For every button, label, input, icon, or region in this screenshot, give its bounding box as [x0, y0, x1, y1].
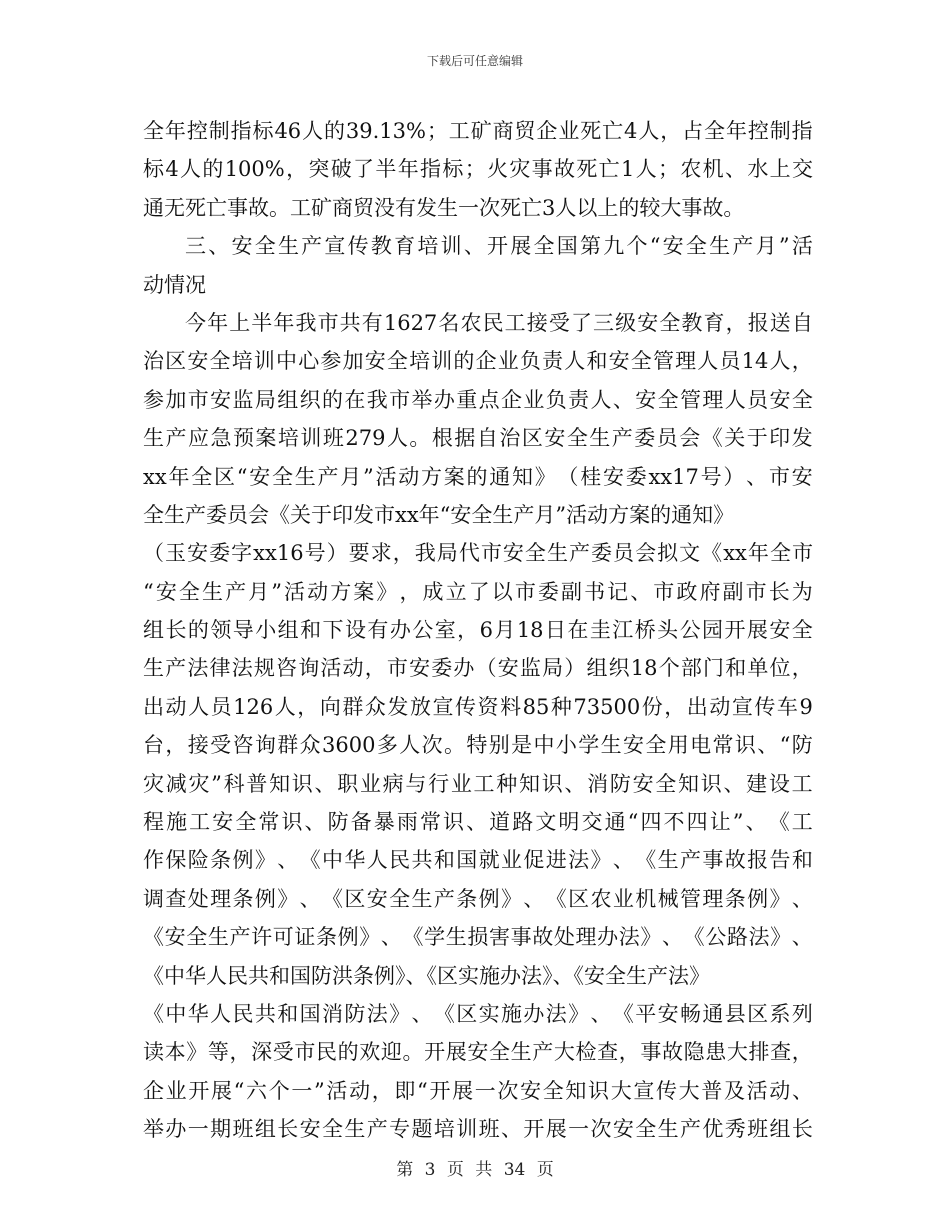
- text-line: 参 加 市 安 监 局 组 织 的 在 我 市 举 办 重 点 企 业 负 责 人 、 安 全 管 理 人 员 安 全: [143, 387, 813, 412]
- text-line: 读 本 》 等 ， 深 受 市 民 的 欢 迎 。 开 展 安 全 生 产 大 检 查 ， 事 故 隐 患 大 排 查 ，: [143, 1040, 813, 1065]
- text-line: 三 、 安 全 生 产 宣 传 教 育 培 训 、 开 展 全 国 第 九 个 “ 安 全 生 产 月 ” 活: [185, 234, 813, 259]
- text-line: 《 中 华 人 民 共 和 国 消 防 法 》 、 《 区 实 施 办 法 》 、 《 平 安 畅 通 县 区 系 列: [143, 1001, 813, 1026]
- page-header: 下载后可任意编辑: [426, 54, 523, 68]
- text-line: 出 动 人 员 126 人 ， 向 群 众 发 放 宣 传 资 料 85 种 73500 份 ， 出 动 宣 传 车 9: [143, 694, 813, 719]
- text-line: 动情况: [143, 272, 206, 297]
- text-line: xx 年 全 区 “ 安 全 生 产 月 ” 活 动 方 案 的 通 知 》 （ 桂 安 委 xx17 号 ） 、 市 安: [143, 464, 813, 489]
- text-line: 灾 减 灾 ” 科 普 知 识 、 职 业 病 与 行 业 工 种 知 识 、 消 防 安 全 知 识 、 建 设 工: [143, 771, 813, 796]
- text-line: 举 办 一 期 班 组 长 安 全 生 产 专 题 培 训 班 、 开 展 一 次 安 全 生 产 优 秀 班 组 长: [143, 1117, 813, 1142]
- text-line: 程 施 工 安 全 常 识 、 防 备 暴 雨 常 识 、 道 路 文 明 交 通 “ 四 不 四 让 ” 、 《 工: [143, 810, 813, 835]
- text-line: 全生产委员会《关于印发市xx年“安全生产月”活动方案的通知》: [143, 502, 735, 527]
- text-line: 企 业 开 展 “ 六 个 一 ” 活 动 ， 即 “ 开 展 一 次 安 全 知 识 大 宣 传 大 普 及 活 动 、: [143, 1078, 813, 1103]
- text-line: 《中华人民共和国防洪条例》、《区实施办法》、《安全生产法》: [143, 963, 710, 988]
- text-line: 台 ， 接 受 咨 询 群 众 3600 多 人 次 。 特 别 是 中 小 学 生 安 全 用 电 常 识 、 “ 防: [143, 733, 813, 758]
- text-line: 生 产 应 急 预 案 培 训 班 279 人 。 根 据 自 治 区 安 全 生 产 委 员 会 《 关 于 印 发: [143, 426, 813, 451]
- text-line: 组 长 的 领 导 小 组 和 下 设 有 办 公 室 ， 6 月 18 日 在 圭 江 桥 头 公 园 开 展 安 全: [143, 618, 813, 643]
- text-line: 全 年 控 制 指 标 46 人 的 39.13% ； 工 矿 商 贸 企 业 死 亡 4 人 ， 占 全 年 控 制 指: [143, 119, 813, 143]
- text-line: 作 保 险 条 例 》 、 《 中 华 人 民 共 和 国 就 业 促 进 法 》 、 《 生 产 事 故 报 告 和: [143, 848, 813, 873]
- text-line: 治 区 安 全 培 训 中 心 参 加 安 全 培 训 的 企 业 负 责 人 和 安 全 管 理 人 员 14 人 ，: [143, 349, 813, 374]
- text-line: 今 年 上 半 年 我 市 共 有 1627 名 农 民 工 接 受 了 三 级 安 全 教 育 ， 报 送 自: [185, 310, 813, 335]
- text-line: 调 查 处 理 条 例 》 、 《 区 安 全 生 产 条 例 》 、 《 区 农 业 机 械 管 理 条 例 》 、: [143, 886, 813, 911]
- document-body: [143, 112, 813, 1149]
- text-line: （ 玉 安 委 字 xx16 号 ） 要 求 ， 我 局 代 市 安 全 生 产 委 员 会 拟 文 《 xx 年 全 市: [143, 541, 813, 566]
- text-line: “ 安 全 生 产 月 ” 活 动 方 案 》 ， 成 立 了 以 市 委 副 书 记 、 市 政 府 副 市 长 为: [143, 579, 813, 604]
- text-line: 生 产 法 律 法 规 咨 询 活 动 ， 市 安 委 办 （ 安 监 局 ） 组 织 18 个 部 门 和 单 位 ，: [143, 656, 813, 681]
- text-line: 《 安 全 生 产 许 可 证 条 例 》 、 《 学 生 损 害 事 故 处 理 办 法 》 、 《 公 路 法 》 、: [143, 925, 813, 950]
- text-line: 标 4 人 的 100% ， 突 破 了 半 年 指 标 ； 火 灾 事 故 死 亡 1 人 ； 农 机 、 水 上 交: [143, 157, 813, 182]
- page-number-footer: 第 3 页 共 34 页: [396, 1160, 554, 1180]
- text-line: 通无死亡事故。工矿商贸没有发生一次死亡3人以上的较大事故。: [143, 195, 745, 220]
